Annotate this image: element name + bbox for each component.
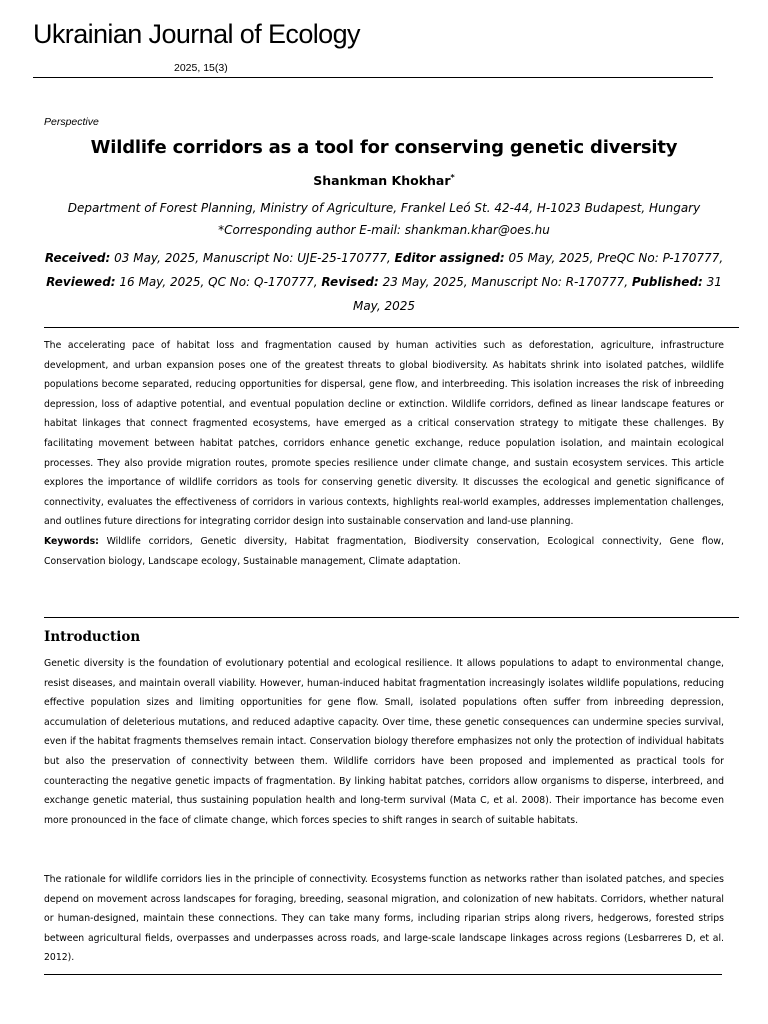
author-mark: * [450, 173, 455, 182]
abstract-text: The accelerating pace of habitat loss and fragmentation caused by human activities such as deforestation, agriculture, infrastructure development, and urban expansion poses one of the greatest threats to global biodiversity. As habitats shrink into isolated patches, wildlife populations become separated, reducing opportunities for dispersal, gene flow, and interbreeding. This isolation increases the risk of inbreeding depression, loss of adaptive potential, and eventual population decline or extinction. Wildlife corridors, defined as linear landscape features or habitat linkages that connect fragmented ecosystems, have emerged as a critical conservation strategy to mitigate these challenges. By facilitating movement between habitat patches, corridors enhance genetic exchange, reduce population isolation, and maintain ecological processes. They also provide migration routes, promote species resilience under climate change, and sustain ecosystem services. This article explores the importance of wildlife corridors as tools for conserving genetic diversity. It discusses the ecological and genetic significance of connectivity, evaluates the effectiveness of corridors in various contexts, highlights real-world examples, addresses implementation challenges, and outlines future directions for integrating corridor design into sustainable conservation and land-use planning. [44, 340, 724, 528]
page-bottom-rule [44, 974, 722, 975]
corresponding-author: *Corresponding author E-mail: shankman.khar@oes.hu [218, 223, 550, 237]
author-line [0, 173, 768, 188]
author-name: Shankman Khokhar [313, 173, 451, 189]
reviewed-value: 16 May, 2025, QC No: Q-170777, [115, 275, 322, 289]
keywords-text: Wildlife corridors, Genetic diversity, Habitat fragmentation, Biodiversity conservation, Ecological connectivity, Gene flow, Conservation biology, Landscape ecology, Sustainable management, Climate adaptation. [44, 535, 724, 567]
section-heading-introduction: Introduction [44, 629, 141, 645]
article-title: Wildlife corridors as a tool for conserving genetic diversity [90, 137, 678, 158]
abstract [44, 336, 724, 571]
abstract-bottom-rule [44, 617, 739, 618]
affiliation: Department of Forest Planning, Ministry of Agriculture, Frankel Leó St. 42-44, H-1023 Budapest, Hungary [67, 201, 701, 215]
header-rule [33, 77, 713, 78]
issue-info: 2025, 15(3) [174, 62, 228, 74]
revised-label: Revised: [321, 275, 379, 289]
reviewed-label: Reviewed: [46, 275, 116, 289]
published-value: 31 May, 2025 [352, 275, 722, 313]
introduction-paragraph-2: The rationale for wildlife corridors lies in the principle of connectivity. Ecosystems function as networks rather than isolated patches, and species depend on movement across landscapes for foraging, breeding, seasonal migration, and colonization of new habitats. Corridors, whether natural or human-designed, maintain these connections. They can take many forms, including riparian strips along rivers, hedgerows, forested strips between agricultural fields, overpasses and underpasses across roads, and large-scale landscape linkages across regions (Lesbarreres D, et al. 2012). [44, 874, 724, 964]
received-label: Received: [44, 251, 111, 265]
published-label: Published: [631, 275, 703, 289]
editor-label: Editor assigned: [394, 251, 505, 265]
abstract-top-rule [44, 327, 739, 328]
article-dates [44, 246, 724, 318]
article-category: Perspective [44, 116, 99, 128]
revised-value: 23 May, 2025, Manuscript No: R-170777, [378, 275, 632, 289]
introduction-paragraph-1: Genetic diversity is the foundation of evolutionary potential and ecological resilience. It allows populations to adapt to environmental change, resist diseases, and maintain overall viability. However, human-induced habitat fragmentation increasingly isolates wildlife populations, reducing effective population sizes and limiting opportunities for gene flow. Small, isolated populations often suffer from inbreeding depression, accumulation of deleterious mutations, and reduced adaptive capacity. Over time, these genetic consequences can undermine species survival, even if the habitat fragments themselves remain intact. Conservation biology therefore emphasizes not only the protection of individual habitats but also the preservation of connectivity between them. Wildlife corridors have been proposed and implemented as practical tools for counteracting the negative genetic impacts of fragmentation. By linking habitat patches, corridors allow organisms to disperse, interbreed, and exchange genetic material, thus sustaining population health and long-term survival (Mata C, et al. 2008). Their importance has become even more pronounced in the face of climate change, which forces species to shift ranges in search of suitable habitats. [44, 658, 724, 826]
keywords-label: Keywords: [44, 535, 99, 547]
journal-title: Ukrainian Journal of Ecology [33, 19, 360, 49]
received-value: 03 May, 2025, Manuscript No: UJE-25-170777, [110, 251, 395, 265]
keywords [44, 532, 724, 571]
editor-value: 05 May, 2025, PreQC No: P-170777, [504, 251, 724, 265]
